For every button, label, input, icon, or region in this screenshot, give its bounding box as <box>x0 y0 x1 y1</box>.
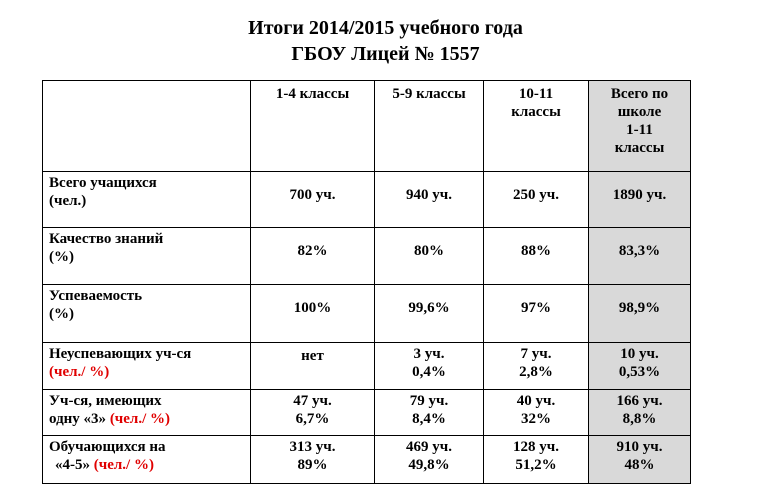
row-label-line1: Качество знаний <box>49 231 164 247</box>
cell-value: 99,6% <box>375 285 484 343</box>
cell-value <box>251 436 375 484</box>
cell-value <box>375 390 484 436</box>
cell-percent: 8,8% <box>622 411 657 427</box>
row-label-line2 <box>49 410 246 428</box>
page-title: Итоги 2014/2015 учебного года <box>248 17 523 39</box>
row-label-four-five <box>43 436 251 484</box>
cell-value <box>375 343 484 390</box>
row-label-line2: (%) <box>49 306 74 322</box>
cell-value <box>484 436 589 484</box>
cell-percent: 89% <box>297 457 328 473</box>
row-label-unit-red: (чел./ %) <box>93 457 154 473</box>
cell-value: 700 уч. <box>251 172 375 228</box>
cell-percent: 2,8% <box>519 364 553 380</box>
table-row <box>43 436 691 484</box>
header-total-line1: Всего по <box>610 86 669 102</box>
header-total-line4: классы <box>614 140 665 156</box>
header-grades-10-11-line2: классы <box>511 104 561 120</box>
cell-percent: 0,53% <box>618 364 661 380</box>
cell-percent: 51,2% <box>515 457 557 473</box>
table-header-row <box>43 81 691 172</box>
cell-count: 469 уч. <box>406 439 452 455</box>
row-label-line1: Обучающихся на <box>49 439 166 455</box>
cell-value <box>484 390 589 436</box>
header-grades-5-9: 5-9 классы <box>375 81 484 172</box>
cell-value <box>375 436 484 484</box>
table-row <box>43 343 691 390</box>
cell-count: 3 уч. <box>413 346 445 362</box>
cell-value <box>484 343 589 390</box>
header-total <box>589 81 691 172</box>
results-table <box>42 80 691 484</box>
cell-count: 313 уч. <box>289 439 336 455</box>
cell-value: 250 уч. <box>484 172 589 228</box>
cell-count: 10 уч. <box>620 346 659 362</box>
cell-total-value: 98,9% <box>589 285 691 343</box>
cell-total-value <box>589 390 691 436</box>
row-label-line2: (%) <box>49 249 74 265</box>
cell-value: 940 уч. <box>375 172 484 228</box>
row-label-text: одну «3» <box>49 411 110 427</box>
page-subtitle: ГБОУ Лицей № 1557 <box>291 43 480 65</box>
row-label-unit-red: (чел./ %) <box>109 411 171 427</box>
row-label-line1: Уч-ся, имеющих <box>49 393 162 409</box>
cell-value: 82% <box>251 228 375 285</box>
cell-value: 100% <box>251 285 375 343</box>
header-empty-cell <box>43 81 251 172</box>
table-row <box>43 285 691 343</box>
cell-count: 166 уч. <box>616 393 663 409</box>
header-total-line2: школе <box>617 104 662 120</box>
cell-value: нет <box>251 343 375 390</box>
cell-count: 40 уч. <box>516 393 556 409</box>
cell-percent: 32% <box>521 411 551 427</box>
table-row <box>43 228 691 285</box>
row-label-unit-red: (чел./ %) <box>49 364 110 380</box>
cell-percent: 6,7% <box>295 411 330 427</box>
cell-total-value: 1890 уч. <box>589 172 691 228</box>
cell-percent: 49,8% <box>408 457 450 473</box>
cell-count: 7 уч. <box>520 346 552 362</box>
cell-value <box>251 390 375 436</box>
cell-value: 80% <box>375 228 484 285</box>
cell-percent: 0,4% <box>412 364 446 380</box>
row-label-one-three <box>43 390 251 436</box>
row-label-line1: Успеваемость <box>49 288 143 304</box>
header-grades-10-11-line1: 10-11 <box>518 86 554 102</box>
row-label-line2 <box>49 456 246 474</box>
cell-percent: 48% <box>624 457 655 473</box>
table-row <box>43 172 691 228</box>
cell-total-value <box>589 343 691 390</box>
table-row <box>43 390 691 436</box>
cell-count: 79 уч. <box>409 393 449 409</box>
row-label-total-students <box>43 172 251 228</box>
header-total-line3: 1-11 <box>626 122 653 138</box>
header-grades-10-11 <box>484 81 589 172</box>
row-label-failing-students <box>43 343 251 390</box>
header-grades-1-4: 1-4 классы <box>251 81 375 172</box>
row-label-text: «4-5» <box>55 457 94 473</box>
cell-count: 910 уч. <box>616 439 663 455</box>
row-label-knowledge-quality <box>43 228 251 285</box>
cell-percent: 8,4% <box>412 411 446 427</box>
cell-count: 47 уч. <box>293 393 332 409</box>
cell-total-value <box>589 436 691 484</box>
cell-value: 97% <box>484 285 589 343</box>
row-label-line2: (чел.) <box>49 193 87 209</box>
row-label-line1: Всего учащихся <box>49 175 157 191</box>
cell-total-value: 83,3% <box>589 228 691 285</box>
cell-count: 128 уч. <box>513 439 559 455</box>
cell-value: 88% <box>484 228 589 285</box>
row-label-progress <box>43 285 251 343</box>
row-label-line1: Неуспевающих уч-ся <box>49 346 192 362</box>
